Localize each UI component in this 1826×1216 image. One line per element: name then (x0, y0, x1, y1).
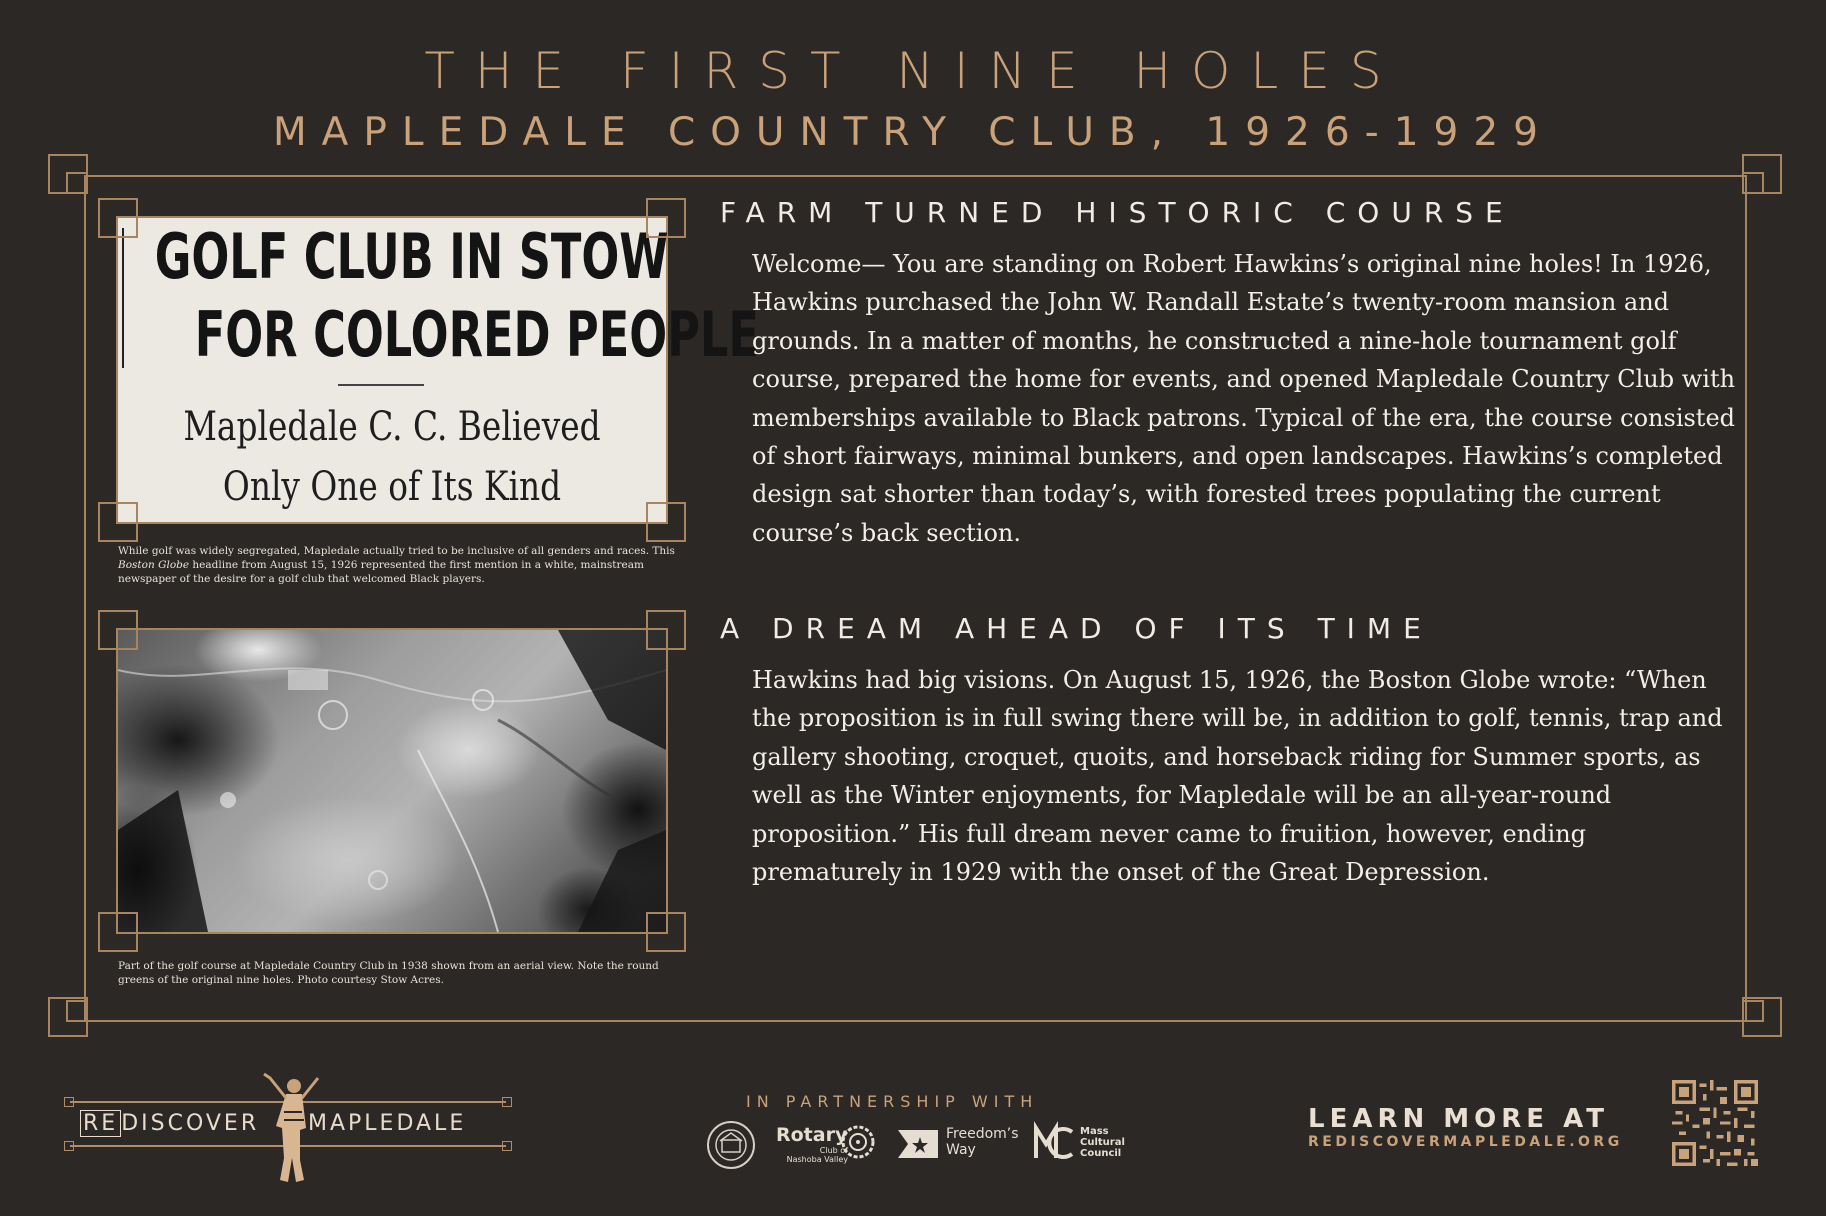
image-corner-square (98, 610, 138, 650)
logo-re: RE (80, 1110, 121, 1137)
image-corner-square (646, 912, 686, 952)
newspaper-subhead-2: Only One of Its Kind (222, 464, 562, 510)
mcc-line-1: Mass (1080, 1126, 1109, 1137)
frame-corner-square (1742, 1000, 1764, 1022)
section-body-farm: Welcome— You are standing on Robert Hawkins’s original nine holes! In 1926, Hawkins purchased the John W. Randall Estate’s twenty-room mansion and grounds. In a matter of months, he constructed a nine-hole tournament golf course, prepared the home for events, and opened Mapledale Country Club with memberships available to Black patrons. Typical of the era, the course consisted of short fairways, minimal bunkers, and open landscapes. Hawkins’s completed design sat shorter than today’s, with forested trees populating the current course’s back section. (752, 250, 1736, 547)
aerial-caption: Part of the golf course at Mapledale Country Club in 1938 shown from an aerial view. Note the round greens of the original nine holes. Photo courtesy Stow Acres. (118, 960, 659, 986)
image-corner-square (98, 912, 138, 952)
frame-corner-square (66, 1000, 88, 1022)
freedoms-way-line-2: Way (946, 1142, 976, 1158)
image-corner-square (98, 502, 138, 542)
historical-society-seal-icon (706, 1120, 756, 1170)
frame-corner-square (1742, 172, 1764, 194)
logo-corner (64, 1097, 74, 1107)
newspaper-headline-1: GOLF CLUB IN STOW (154, 220, 669, 293)
page-title: THE FIRST NINE HOLES (424, 42, 1402, 100)
aerial-photo-detail (118, 630, 666, 932)
section-heading-dream: A DREAM AHEAD OF ITS TIME (720, 612, 1433, 645)
logo-text-left (80, 1111, 259, 1136)
learn-more-label: LEARN MORE AT (1308, 1104, 1609, 1134)
page-subtitle: MAPLEDALE COUNTRY CLUB, 1926-1929 (273, 110, 1553, 155)
image-corner-square (646, 502, 686, 542)
frame-corner-square (66, 172, 88, 194)
website-url[interactable]: REDISCOVERMAPLEDALE.ORG (1308, 1134, 1623, 1150)
logo-corner (64, 1141, 74, 1151)
newspaper-rule (338, 384, 424, 386)
rotary-sub-1: Club of (819, 1146, 848, 1155)
mass-cultural-council-logo (1080, 1126, 1125, 1159)
partnership-label: IN PARTNERSHIP WITH (746, 1092, 1039, 1111)
caption-italic-source: Boston Globe (118, 559, 190, 571)
mcc-line-2: Cultural (1080, 1137, 1125, 1148)
caption-text: headline from August 15, 1926 represented the first mention in a white, mainstream newspaper of the desire for a golf club that welcomed Black players. (118, 559, 644, 585)
freedoms-way-line-1: Freedom’s (946, 1126, 1019, 1142)
newspaper-subhead-1: Mapledale C. C. Believed (183, 404, 601, 450)
mass-cultural-council-icon (1034, 1124, 1074, 1160)
caption-text: While golf was widely segregated, Mapledale actually tried to be inclusive of all genders and races. This (118, 545, 675, 557)
freedoms-way-star-icon (898, 1128, 938, 1160)
section-heading-farm: FARM TURNED HISTORIC COURSE (720, 196, 1515, 229)
mcc-line-3: Council (1080, 1148, 1122, 1159)
qr-code-icon[interactable] (1672, 1080, 1758, 1166)
logo-corner (502, 1141, 512, 1151)
logo-discover: DISCOVER (121, 1111, 260, 1136)
golfer-silhouette-icon (256, 1072, 326, 1188)
newspaper-caption (118, 544, 678, 586)
newspaper-headline-2: FOR COLORED PEOPLE (194, 298, 759, 371)
freedoms-way-logo (946, 1126, 1019, 1158)
image-corner-square (646, 610, 686, 650)
logo-corner (502, 1097, 512, 1107)
rotary-name: Rotary (776, 1124, 848, 1146)
newspaper-clipping-image (116, 216, 759, 524)
rotary-sub-2: Nashoba Valley (786, 1155, 848, 1164)
section-body-dream: Hawkins had big visions. On August 15, 1926, the Boston Globe wrote: “When the proposition is in full swing there will be, in addition to golf, tennis, trap and gallery shooting, croquet, quoits, and horseback riding for Summer sports, as well as the Winter enjoyments, for Mapledale will be an all-year-round proposition.” His full dream never came to fruition, however, ending prematurely in 1929 with the onset of the Great Depression. (752, 666, 1723, 887)
image-corner-square (646, 198, 686, 238)
rotary-wheel-icon (840, 1124, 876, 1160)
logo-text-right: MAPLEDALE (308, 1111, 467, 1136)
image-corner-square (98, 198, 138, 238)
aerial-photo-image (116, 628, 668, 934)
newspaper-margin-line (122, 228, 124, 368)
rotary-logo (776, 1124, 848, 1164)
